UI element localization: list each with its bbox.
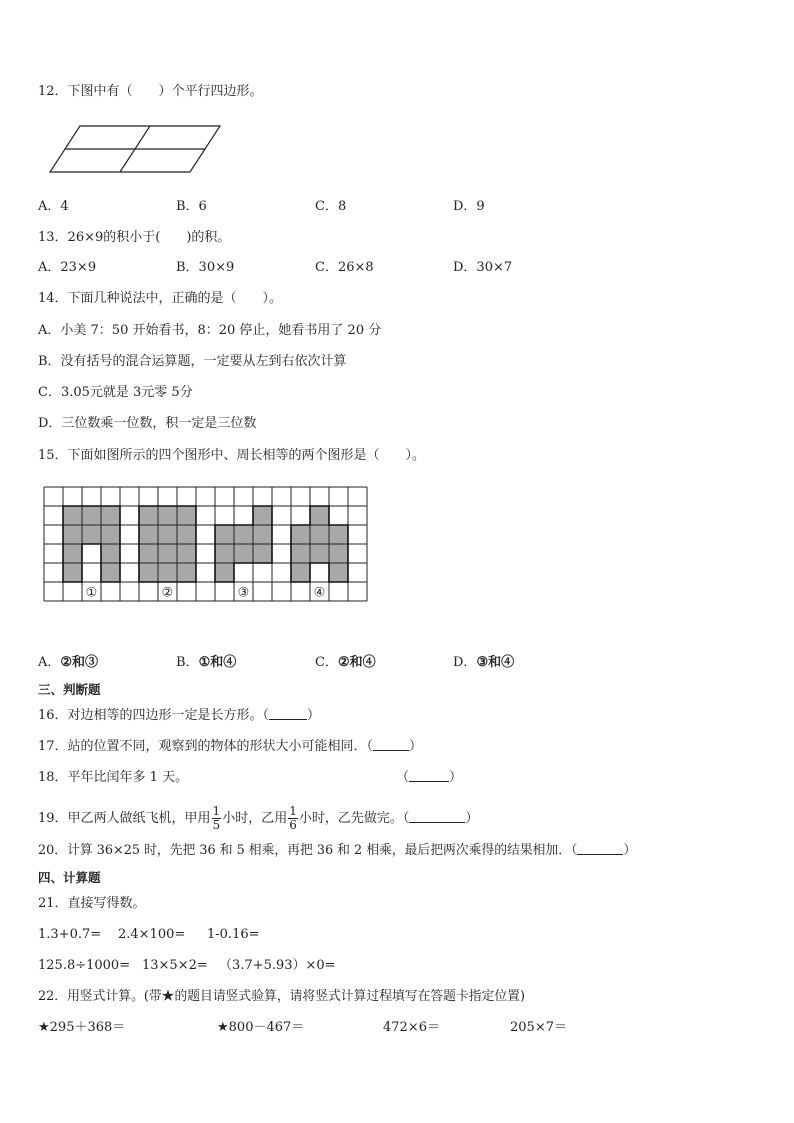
q13-option-d[interactable]: D．30×7 — [453, 260, 513, 275]
q13-option-b[interactable]: B．30×9 — [176, 260, 235, 275]
q22-item-3: 472×6＝ — [383, 1020, 440, 1035]
q12-option-d[interactable]: D．9 — [453, 199, 485, 214]
q19-fraction-1 — [212, 805, 222, 832]
q18-close: ） — [449, 770, 463, 785]
q15-option-d[interactable] — [453, 654, 514, 672]
q19 — [38, 805, 478, 832]
q21-row1-item3: 1-0.16= — [207, 927, 260, 942]
grid-figure-label-4: ④ — [313, 585, 326, 601]
q21-row1-item2: 2.4×100= — [118, 927, 186, 942]
q12-stem: 12．下图中有（ ）个平行四边形。 — [38, 84, 263, 99]
q17-close: ） — [409, 739, 423, 754]
q15-stem: 15．下面如图所示的四个图形中、周长相等的两个图形是（ ）。 — [38, 448, 426, 463]
q15-option-d-text: ③和④ — [476, 655, 515, 670]
q19-frac2-numerator: 1 — [289, 804, 297, 818]
q21-row2-item1: 125.8÷1000= — [38, 958, 131, 973]
q16 — [38, 707, 320, 725]
grid-figure — [44, 487, 368, 603]
grid-figure-label-2: ② — [161, 585, 174, 601]
q20-text: 20．计算 36×25 时，先把 36 和 5 相乘，再把 36 和 2 相乘，最后把两次乘得的结果相加．（ — [38, 843, 578, 858]
q19-part1: 19．甲乙两人做纸飞机，甲用 — [38, 811, 211, 826]
section-3-title: 三、判断题 — [38, 682, 101, 697]
q13-stem: 13．26×9的积小于( )的积。 — [38, 230, 231, 245]
q14-option-c[interactable]: C．3.05元就是 3元零 5分 — [38, 385, 193, 400]
q19-part3: 小时，乙先做完。（ — [298, 811, 410, 826]
q18-answer-blank[interactable] — [409, 769, 449, 782]
q21-row2-item3: （3.7+5.93）×0= — [219, 958, 336, 973]
q18-text: 18．平年比闰年多 1 天。 — [38, 770, 189, 785]
q15-option-b-letter: B． — [176, 655, 199, 670]
q14-option-d[interactable]: D．三位数乘一位数，积一定是三位数 — [38, 416, 257, 431]
q22-item-1: ★295＋368＝ — [38, 1020, 126, 1035]
q18-answer — [396, 769, 462, 787]
grid-figure-label-1: ① — [85, 585, 98, 601]
q19-frac1-denominator: 5 — [212, 818, 221, 832]
q21-row2-item2: 13×5×2= — [142, 958, 208, 973]
q21-stem: 21．直接写得数。 — [38, 896, 146, 911]
q19-fraction-2 — [288, 805, 298, 832]
q19-close: ） — [465, 811, 479, 826]
q22-item-4: 205×7＝ — [510, 1020, 567, 1035]
q22-stem: 22．用竖式计算。(带★的题目请竖式验算，请将竖式计算过程填写在答题卡指定位置) — [38, 989, 525, 1004]
q16-answer-blank[interactable] — [269, 707, 307, 720]
q15-option-a-letter: A． — [38, 655, 61, 670]
q19-frac1-numerator: 1 — [212, 804, 221, 818]
q12-option-b[interactable]: B．6 — [176, 199, 207, 214]
q16-close: ） — [307, 708, 321, 723]
q14-option-a[interactable]: A．小美 7：50 开始看书，8：20 停止，她看书用了 20 分 — [38, 323, 382, 338]
q15-option-d-letter: D． — [453, 655, 477, 670]
q17-text: 17．站的位置不同，观察到的物体的形状大小可能相同．（ — [38, 739, 374, 754]
q20 — [38, 842, 636, 860]
q19-answer-blank[interactable] — [409, 810, 465, 823]
q14-stem: 14．下面几种说法中，正确的是（ ）。 — [38, 291, 283, 306]
q20-close: ） — [623, 843, 637, 858]
q16-text: 16．对边相等的四边形一定是长方形。（ — [38, 708, 270, 723]
q15-option-c-letter: C． — [315, 655, 338, 670]
grid-figure-label-3: ③ — [237, 585, 250, 601]
parallelogram-figure — [50, 124, 222, 174]
q20-answer-blank[interactable] — [577, 842, 623, 855]
q12-option-a[interactable]: A．4 — [38, 199, 69, 214]
q21-row1-item1: 1.3+0.7= — [38, 927, 102, 942]
q15-option-a[interactable] — [38, 654, 98, 672]
q17-answer-blank[interactable] — [373, 738, 409, 751]
q18-open: （ — [396, 770, 410, 785]
q15-option-c-text: ②和④ — [337, 655, 376, 670]
q12-option-c[interactable]: C．8 — [315, 199, 347, 214]
q17 — [38, 738, 422, 756]
q13-option-c[interactable]: C．26×8 — [315, 260, 374, 275]
q15-option-b-text: ①和④ — [198, 655, 237, 670]
q15-option-b[interactable] — [176, 654, 236, 672]
q19-frac2-denominator: 6 — [289, 818, 297, 832]
q19-part2: 小时，乙用 — [222, 811, 288, 826]
q14-option-b[interactable]: B．没有括号的混合运算题，一定要从左到右依次计算 — [38, 354, 347, 369]
section-4-title: 四、计算题 — [38, 870, 101, 885]
q13-option-a[interactable]: A．23×9 — [38, 260, 97, 275]
q15-option-c[interactable] — [315, 654, 376, 672]
q22-item-2: ★800－467＝ — [217, 1020, 305, 1035]
q15-option-a-text: ②和③ — [60, 655, 99, 670]
